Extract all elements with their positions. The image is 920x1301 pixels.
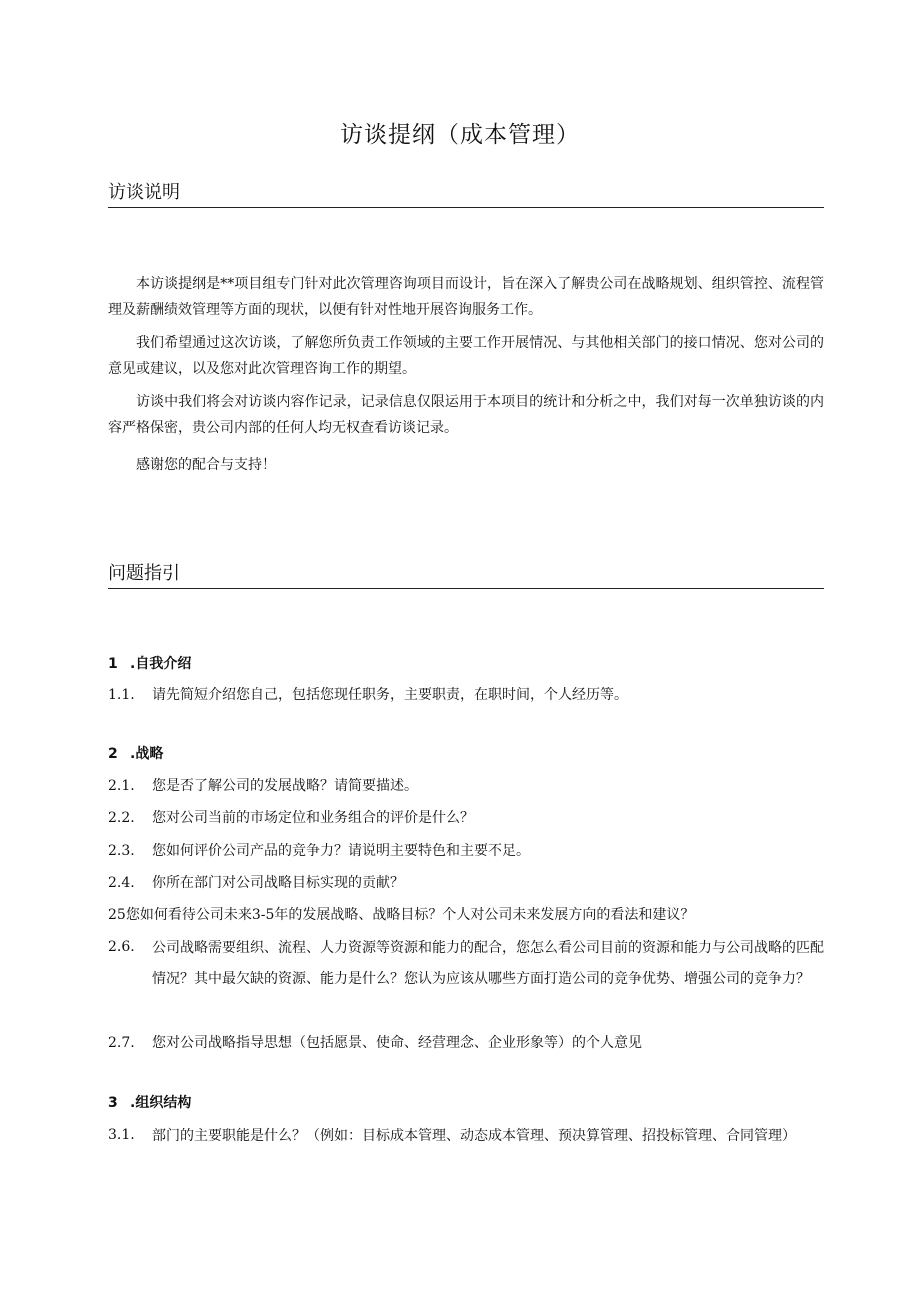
question-number: 3.1.: [108, 1127, 135, 1143]
question-item: [108, 933, 824, 995]
page-title: 访谈提纲（成本管理）: [340, 122, 580, 148]
question-number: 2.1.: [108, 778, 135, 794]
question-number: 2.2.: [108, 810, 135, 826]
question-text: 公司战略需要组织、流程、人力资源等资源和能力的配合，您怎么看公司目前的资源和能力与公司战略的匹配情况？其中最欠缺的资源、能力是什么？您认为应该从哪些方面打造公司的竞争优势、增强公司的竞争力？: [152, 940, 824, 987]
group-title-strategy: [108, 744, 163, 764]
section-heading-questions: 问题指引: [108, 563, 824, 589]
intro-paragraph-4: 感谢您的配合与支持！: [136, 457, 276, 473]
group-number: 2: [108, 746, 118, 762]
group-label: .组织结构: [130, 1095, 192, 1111]
section-heading-intro: 访谈说明: [108, 182, 824, 208]
question-number: 2.6.: [108, 939, 135, 955]
question-item: [108, 772, 824, 800]
intro-paragraph-3: 访谈中我们将会对访谈内容作记录，记录信息仅限运用于本项目的统计和分析之中，我们对每一次单独访谈的内容严格保密，贵公司内部的任何人均无权查看访谈记录。: [108, 394, 824, 436]
group-title-self-intro: [108, 654, 191, 674]
question-item: [108, 901, 824, 929]
question-item: [108, 869, 824, 897]
question-item: [108, 1121, 824, 1152]
question-text: 您对公司战略指导思想（包括愿景、使命、经营理念、企业形象等）的个人意见: [152, 1035, 642, 1051]
group-label: .自我介绍: [130, 656, 192, 672]
question-number: 2.3.: [108, 843, 135, 859]
question-number: 2.4.: [108, 875, 135, 891]
question-item: [108, 837, 824, 865]
question-item: [108, 681, 824, 709]
question-text: 您是否了解公司的发展战略？请简要描述。: [152, 778, 418, 794]
question-text: 25您如何看待公司未来3-5年的发展战略、战略目标？个人对公司未来发展方向的看法和建议？: [108, 907, 695, 923]
intro-paragraph-2: 我们希望通过这次访谈，了解您所负责工作领域的主要工作开展情况、与其他相关部门的接口情况、您对公司的意见或建议，以及您对此次管理咨询工作的期望。: [108, 335, 824, 377]
question-text: 您如何评价公司产品的竞争力？请说明主要特色和主要不足。: [152, 843, 530, 859]
group-number: 1: [108, 656, 118, 672]
group-number: 3: [108, 1095, 118, 1111]
question-text: 您对公司当前的市场定位和业务组合的评价是什么？: [152, 810, 474, 826]
question-item: [108, 804, 824, 832]
group-label: .战略: [130, 746, 164, 762]
question-text: 你所在部门对公司战略目标实现的贡献？: [152, 875, 404, 891]
question-number: 2.7.: [108, 1035, 135, 1051]
question-number: 1.1.: [108, 687, 135, 703]
question-text: 部门的主要职能是什么？（例如：目标成本管理、动态成本管理、预决算管理、招投标管理、合同管理）: [152, 1128, 796, 1144]
intro-paragraph-1: 本访谈提纲是**项目组专门针对此次管理咨询项目而设计，旨在深入了解贵公司在战略规划、组织管控、流程管理及薪酬绩效管理等方面的现状，以便有针对性地开展咨询服务工作。: [108, 276, 824, 318]
group-title-org-structure: [108, 1093, 191, 1113]
question-item: [108, 1029, 824, 1057]
question-text: 请先简短介绍您自己，包括您现任职务，主要职责，在职时间，个人经历等。: [152, 687, 628, 703]
